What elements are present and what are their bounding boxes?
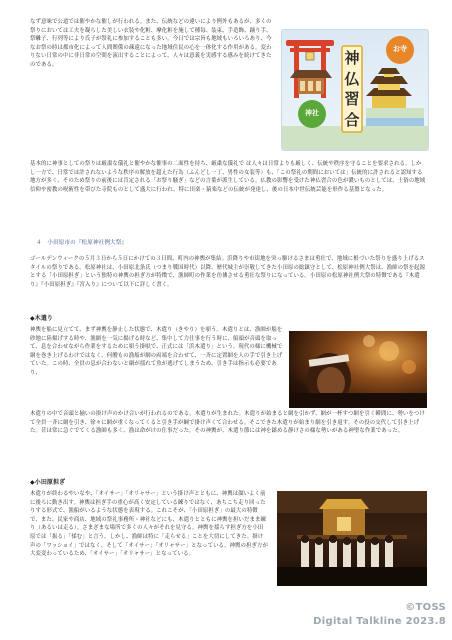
credit-line-2: Digital Talkline 2023.8: [313, 616, 446, 627]
festival-photo-kiyari: [289, 331, 427, 408]
title-char: 習: [344, 90, 360, 108]
copyright-credit: [313, 601, 446, 629]
body-paragraph-3: ゴールデンウィークの５月３日から５日にかけての３日間、町内の神輿が集結。浜降りや市街地を突っ駆けるさまは勇壮で、地域に根づいた祭りを盛り上げるスタイルの祭りである。松原神社は、小田原北条氏（つまり戦国時代）以降、歴代城主が崇敬してきた小田原の総鎮守として、松原神社例大祭は、漁師の祭を起源とする「小田原担ぎ」という独特の神輿の担ぎ方が特徴で、漁師町の作業を彷彿させる勇壮な祭りになっている。小田原の松原神社例大祭の特徴である『木遣り』『小田原担ぎ』『宮入り』について以下に詳しく書く。: [30, 256, 426, 288]
golden-pavilion-icon: [366, 68, 424, 132]
shrine-badge-label: 神社: [305, 109, 319, 117]
section-heading: ４ 小田原市の『松原神社例大祭』: [36, 240, 128, 246]
title-char: 神: [344, 49, 360, 67]
intro-paragraph: なず意味で公道では催やかな催しが行われる。また、伝統などの違いにより例外もあるが、多くの祭りにおいては工夫を凝らした美しい衣装や化粧、摩化粧を施して種毎、装束、手造飾、踊り手、祭囃子、行列等により氏子が祭礼に参加することも多い。今日では宗旨も地域もいろいろあり、今なお祭の時は都市化によって人間関係の疎遠になった地域住民の心を一体化する作用がある。変わりない日常の中に非日常の空間を演出することによって、人々は意義を実感する感みを続けてきたのである。: [30, 19, 272, 68]
odawara-heading: ◆小田原担ぎ: [30, 479, 66, 486]
kiyari-text-continued: 木遣りの中で音頭と揃いの掛け声のかけ合いが行われるのである。木遣りが生まれた。木遣りが始まると網を引かず、網が一杯すつ網を引く瞬間に、勢いをつけて全員一斉に網を引き、徐々に網が重くなってくると引き手が綱で掛け声くて合わせる。そこできた木遣りが始まり網を引き返す。その役の交代して引き上げた。昔は常に急ぐでてくる漁師も多く、漁は命がけの仕事だった。その神輿が、木遣り節には神を鎮める静けさの様な勢いがある神聖な作業であった。: [30, 411, 425, 435]
shinbutsu-shugo-illustration: [281, 29, 429, 151]
title-char: 仏: [344, 69, 360, 88]
body-paragraph-2: 基本的に神事としての祭りは厳粛な儀礼と催やかな催事の二面性を持ち、厳粛な儀礼で は人々は日常よりも厳しく、伝統や秩序を守ることを要求される。しかし一方で、日常では許されないような秩序の解放を超えた行為（ふんどし一丁、男性の女装等）も、「この祭礼の期間においては」伝統的に許されると認知する地方が多く、そのため祭りの前後には肯定される「お祭り騒ぎ」などの言葉が派生している。仏教の影響を受けた神仏習合の色が濃いものとしては、土俗の地域信仰や密教の呪術性を帯びた寺院ものとして盛大に行われ、特に田楽・猿楽などの伝統が発達し、後の日本中世伝統芸能を形作る基盤となった。: [30, 161, 426, 193]
credit-line-1: ©TOSS: [405, 602, 446, 613]
festival-photo-mikoshi: [277, 491, 427, 586]
kiyari-text: 神輿を船に見立てて、まず神輿を静止した状態で、木遣り（きやり）を唄う。木遣りとは、漁師が船を砂地に陸揚げする時や、漁網を一気に揚げる時など、集中して力仕事を行う時に、船頭が音頭を取って、息を合わせながら作業をするために唄う掛唄で、正式には「浜木遣り」という。現代の様に機械で網を巻き上げるわけではなく、何艘もの漁船が網の両端を合わせて、一斉に定置網を人の手で引き上げていた。この時、全員の息が合わないと網が揺れて魚が逃げてしまうため、引き手は指示も必要であり、: [30, 327, 283, 376]
temple-badge-label: お寺: [393, 45, 407, 53]
kiyari-heading: ◆木遣り: [30, 315, 54, 322]
odawara-text: 木遣りが終わるやいなや、「オイサー」「オリャサー」という掛け声とともに、神輿は顔いよく前に後ろに動き出す。神輿は担ぎ手の重心が高く安定している練りではなく、あちこち走り回ったりする形式で、漁船がいるような状態を表現する。これこそが、「小田原担ぎ」の最大の特徴で、また、民家や商店、地域の祭礼事務所・神社などにも、木遣りとともに神輿を担いだまま練り（あるいは走る）。さまざまな場所で多くの人々がそれを見守る。神輿を揺らす担ぎ方を小田原では「振る」「揉む」と言う。しかし、漁師は特に「走らせる」ことを大切にしてきた。掛け声の「ワッショイ」ではなく、そして「オイサー」「オリャサー」となっている。神輿の担ぎ方が大変変わっているため、「オイサー」「オリャサー」となっている。: [30, 491, 268, 558]
title-vertical: [342, 48, 362, 130]
title-char: 合: [344, 110, 360, 129]
